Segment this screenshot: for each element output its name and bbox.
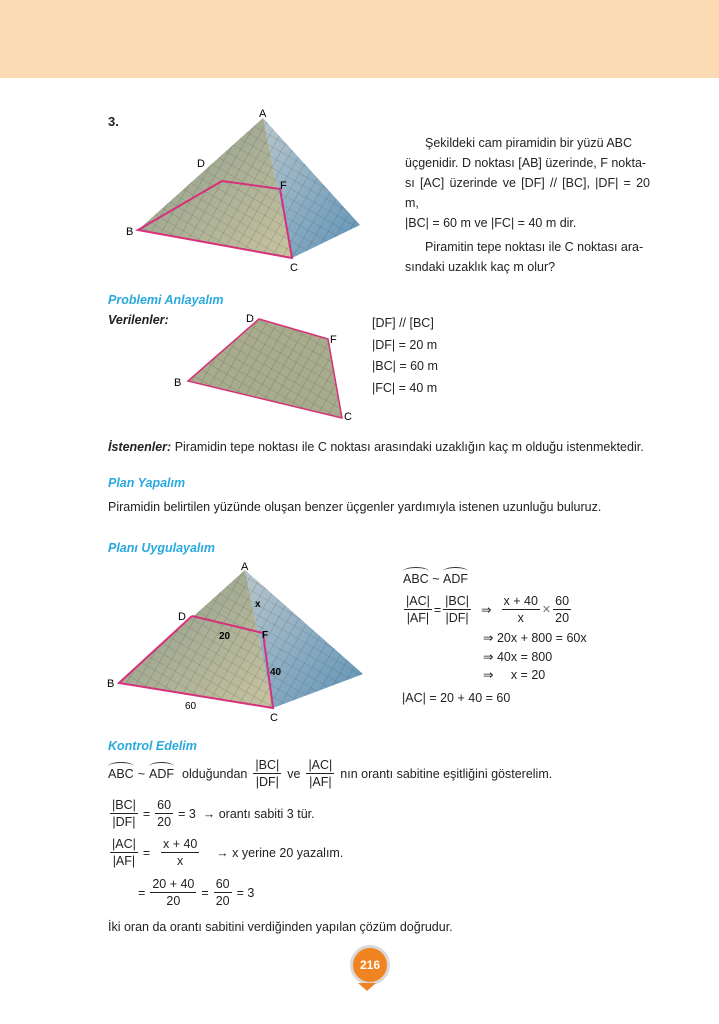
label-b: B: [126, 226, 134, 238]
triangle-adf: ADF: [442, 572, 468, 586]
label-d: D: [178, 611, 186, 623]
ratio-num: 60: [157, 798, 172, 812]
solution-result: |AC| = 20 + 40 = 60: [402, 691, 511, 705]
plan-text: Piramidin belirtilen yüzünde oluşan benzer üçgenler yardımıyla istenen uzunluğu buluruz.: [108, 500, 602, 514]
ratio-den: 20: [166, 894, 181, 908]
problem-question-2: sındaki uzaklık kaç m olur?: [405, 260, 556, 274]
solution-step: ⇒ x = 20: [483, 668, 546, 682]
ratio-den: |DF|: [112, 815, 136, 829]
equals: =: [142, 806, 151, 821]
similar-symbol: ~: [432, 572, 440, 586]
similar-symbol: ~: [137, 766, 146, 781]
asked-label: İstenenler:: [108, 440, 172, 454]
check-line-1: [108, 757, 552, 790]
ratio-den: |AF|: [112, 854, 136, 868]
problem-line-1: Şekildeki cam piramidin bir yüzü ABC: [425, 136, 633, 150]
label-d: D: [246, 313, 254, 325]
given-item: [DF] // [BC]: [372, 316, 434, 330]
problem-question-1: Piramitin tepe noktası ile C noktası ara-: [425, 240, 644, 254]
given-item: |BC| = 60 m: [372, 359, 438, 373]
pyramid-figure-2: [105, 558, 370, 723]
label-x: x: [255, 599, 261, 610]
equals: =: [138, 885, 146, 900]
label-f: F: [262, 630, 269, 641]
asked-line: [108, 437, 644, 457]
given-item: |DF| = 20 m: [372, 337, 438, 352]
similarity-statement: [403, 572, 468, 586]
label-c: C: [290, 262, 298, 274]
page-number-badge: 216: [350, 945, 390, 985]
text: nın orantı sabitine eşitliğini gösterelim.: [340, 766, 553, 781]
ratio-num: |AC|: [406, 594, 430, 608]
solution-steps: [483, 629, 587, 685]
check-line-4: [138, 876, 254, 909]
ratio-num: |BC|: [255, 758, 280, 772]
equals: =: [201, 885, 209, 900]
problem-line-3: sı [AC] üzerinde ve [DF] // [BC], |DF| = 20 m,: [405, 176, 650, 210]
solution-step: ⇒ 40x = 800: [483, 649, 553, 664]
label-b: B: [107, 678, 115, 690]
problem-line-4: |BC| = 60 m ve |FC| = 40 m dir.: [405, 216, 577, 230]
ratio-den: x: [177, 854, 184, 868]
triangle-abc: ABC: [108, 766, 134, 781]
text: = 3: [236, 885, 255, 900]
label-fc-40: 40: [270, 667, 282, 678]
solution-step: ⇒ 20x + 800 = 60x: [483, 631, 587, 645]
label-a: A: [241, 561, 249, 573]
ratio-den: x: [517, 611, 524, 625]
ratio-num: x + 40: [503, 594, 538, 608]
text: olduğundan: [182, 766, 248, 781]
section-title-understand: Problemi Anlayalım: [108, 293, 224, 307]
problem-line-2: üçgenidir. D noktası [AB] üzerinde, F nokta-: [405, 156, 647, 170]
cross-multiply-icon: ✕: [541, 604, 552, 616]
ratio-num: 20 + 40: [152, 877, 195, 891]
text: ve: [287, 766, 301, 781]
label-c: C: [270, 712, 278, 723]
ratio-den: 20: [157, 815, 172, 829]
triangle-abc: ABC: [403, 572, 429, 586]
ratio-num: |BC|: [112, 798, 136, 812]
ratio-num: |AC|: [308, 758, 333, 772]
label-df-20: 20: [219, 631, 231, 642]
trapezoid-figure: [170, 310, 360, 425]
given-item: |FC| = 40 m: [372, 380, 438, 395]
section-title-apply: Planı Uygulayalım: [108, 541, 215, 555]
section-title-plan: Plan Yapalım: [108, 476, 186, 490]
label-f: F: [280, 180, 287, 192]
badge-pointer-icon: [358, 983, 376, 991]
implies-arrow: ⇒: [481, 603, 492, 617]
asked-text: Piramidin tepe noktası ile C noktası arasındaki uzaklığın kaç m olduğu istenmektedir.: [171, 440, 644, 454]
label-c: C: [344, 411, 352, 423]
ratio-num: |AC|: [112, 837, 136, 851]
ratio-den: |DF|: [255, 775, 279, 789]
check-line-3: [108, 836, 343, 869]
ratio-den: 20: [215, 894, 230, 908]
ratio-num: x + 40: [162, 837, 198, 851]
given-list: [372, 313, 438, 399]
given-label: Verilenler:: [108, 313, 169, 327]
ratio-den: |AF|: [309, 775, 332, 789]
equals: =: [433, 602, 442, 617]
equals: =: [142, 845, 151, 860]
page-header-band: [0, 0, 719, 78]
conclusion: İki oran da orantı sabitini verdiğinden yapılan çözüm doğrudur.: [108, 920, 453, 934]
ratio-equation: [402, 593, 573, 626]
label-bc-60: 60: [185, 701, 197, 712]
ratio-den: |AF|: [406, 611, 430, 625]
problem-number: 3.: [108, 114, 119, 129]
pyramid-figure-1: [110, 105, 400, 275]
ratio-den: 20: [555, 611, 570, 625]
ratio-num: |BC|: [445, 594, 470, 608]
triangle-adf: ADF: [149, 766, 175, 781]
problem-statement: [405, 133, 650, 277]
label-b: B: [174, 377, 182, 389]
ratio-den: |DF|: [445, 611, 469, 625]
label-a: A: [259, 108, 267, 120]
label-f: F: [330, 334, 337, 346]
section-title-check: Kontrol Edelim: [108, 739, 197, 753]
ratio-num: 60: [215, 877, 230, 891]
check-line-2: [108, 797, 315, 830]
text: → x yerine 20 yazalım.: [216, 845, 344, 860]
ratio-num: 60: [555, 594, 570, 608]
label-d: D: [197, 158, 205, 170]
text: = 3 → orantı sabiti 3 tür.: [178, 806, 315, 821]
